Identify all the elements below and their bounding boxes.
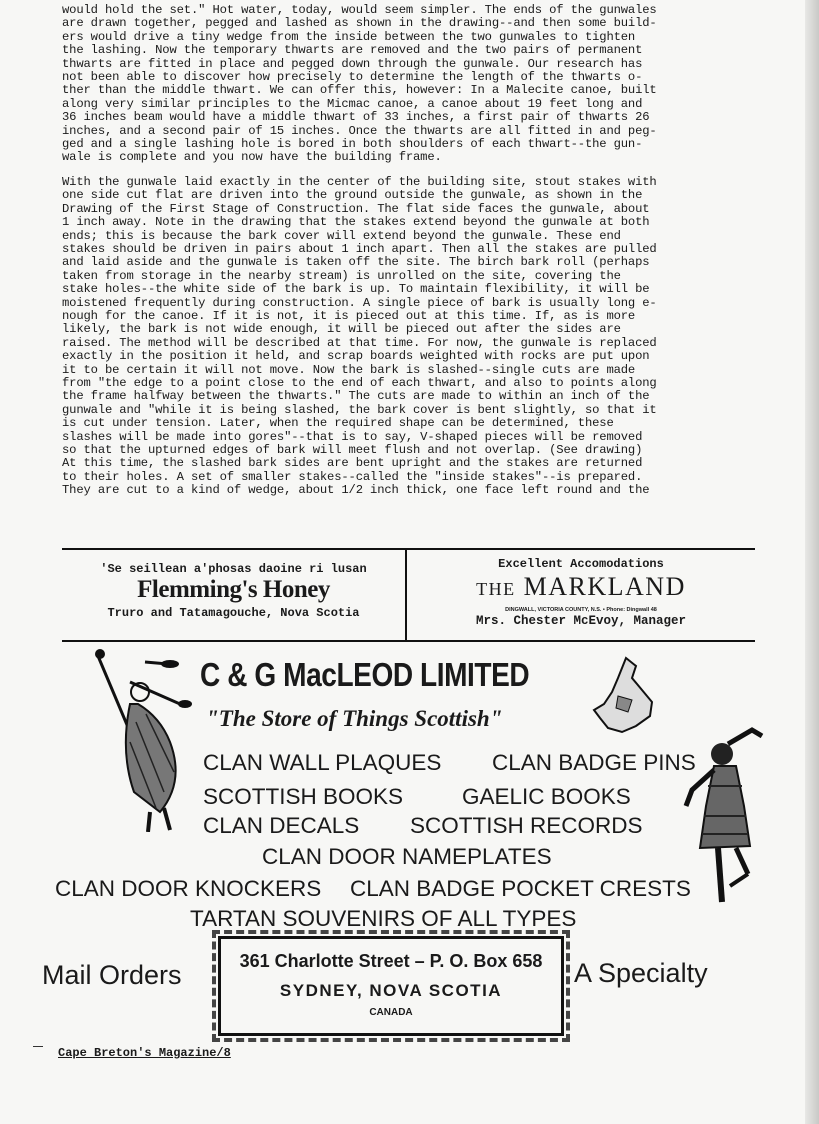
footer-dash — [33, 1046, 43, 1047]
bagpiper-illustration — [90, 642, 200, 832]
markland-tagline: Excellent Accomodations — [498, 557, 664, 571]
address-street: 361 Charlotte Street – P. O. Box 658 — [239, 951, 543, 971]
ad-line-clan-door-nameplates: CLAN DOOR NAMEPLATES — [262, 844, 552, 869]
ad-line-clan-badge-pins: CLAN BADGE PINS — [492, 750, 696, 775]
page-footer: Cape Breton's Magazine/8 — [58, 1046, 231, 1060]
markland-address: DINGWALL, VICTORIA COUNTY, N.S. • Phone: Dingwall 48 — [505, 607, 657, 613]
mail-orders-label: Mail Orders — [42, 960, 182, 990]
flemming-name: Flemming's Honey — [137, 576, 330, 603]
article-paragraph-2: With the gunwale laid exactly in the center of the building site, stout stakes with one side cut flat are driven into the ground outside the gunwale, as shown in the Drawing of the First Stage of Construction. The flat side faces the gunwale, about 1 inch away. Note in the drawing that the stakes extend beyond the gunwale at both ends; this is because the bark cover will extend beyond the gunwale. These end stakes should be driven in pairs about 1 inch apart. Then all the stakes are pulled and laid aside and the gunwale is taken off the site. The birch bark roll (perhaps taken from storage in the nearby stream) is unrolled on the site, covering the stake holes--the white side of the bark is up. To maintain flexibility, it will be moistened frequently during construction. A single piece of bark is usually long e- nough for the canoe. If it is not, it is pieced out at this time. If, as is more likely, the bark is not wide enough, it will be pieced out after the sides are raised. The method will be described at that time. For now, the gunwale is replaced exactly in the position it held, and scrap boards weighted with rocks are put upon it to be certain it will not move. Now the bark is slashed--single cuts are made from "the edge to a point close to the end of each thwart, and also to points along the frame halfway between the thwarts." The cuts are made to within an inch of the gunwale and "while it is being slashed, the bark cover is bent slightly, so that it is cut under tension. Later, when the required shape can be determined, these slashes will be made into gores"--that is to say, V-shaped pieces will be removed so that the upturned edges of bark will meet flush and not overlap. (See drawing) At this time, the slashed bark sides are bent upright and the stakes are returned to their holes. A set of smaller stakes--called the "inside stakes"--is prepared. They are cut to a kind of wedge, about 1/2 inch thick, one face left round and the — [62, 174, 657, 498]
macleod-slogan: "The Store of Things Scottish" — [206, 706, 503, 731]
ad-line-clan-wall-plaques: CLAN WALL PLAQUES — [203, 750, 442, 775]
highland-dancer-illustration — [678, 726, 778, 906]
macleod-name: C & G MacLEOD LIMITED — [200, 656, 530, 693]
ad-line-gaelic-books: GAELIC BOOKS — [462, 784, 631, 809]
ad-line-scottish-records: SCOTTISH RECORDS — [410, 813, 643, 838]
flemming-honey-ad — [62, 550, 407, 640]
ad-line-clan-badge-pocket-crests: CLAN BADGE POCKET CRESTS — [350, 876, 691, 901]
macleod-ad — [0, 640, 819, 1060]
ad-line-clan-decals: CLAN DECALS — [203, 813, 360, 838]
markland-manager: Mrs. Chester McEvoy, Manager — [475, 614, 687, 628]
address-country: CANADA — [369, 1007, 413, 1018]
address-city: SYDNEY, NOVA SCOTIA — [279, 981, 503, 1000]
a-specialty-label: A Specialty — [574, 958, 708, 988]
article-paragraph-1: would hold the set." Hot water, today, would seem simpler. The ends of the gunwales are drawn together, pegged and lashed as shown in the drawing--and then some build- ers would drive a tiny wedge from the inside between the two gunwales to tighten the lashing. Now the temporary thwarts are removed and the two pairs of permanent thwarts are fitted in place and pegged down through the gunwale. Our research has not been able to discover how precisely to determine the length of the thwarts o- ther than the middle thwart. We can offer this, however: In a Malecite canoe, built along very similar principles to the Micmac canoe, a canoe about 19 feet long and 36 inches beam would have a middle thwart of 33 inches, a first pair of thwarts 26 inches, and a second pair of 15 inches. Once the thwarts are all fitted in and peg- ged and a single lashing hole is bored in both shoulders of each thwart--the gun- wale is complete and you now have the building frame. — [62, 3, 657, 165]
markland-ad — [407, 550, 755, 640]
flemming-tagline: 'Se seillean a'phosas daoine ri lusan — [100, 562, 367, 576]
markland-name: the MARKLAND — [476, 572, 686, 601]
ad-line-clan-door-knockers: CLAN DOOR KNOCKERS — [55, 876, 322, 901]
flemming-place: Truro and Tatamagouche, Nova Scotia — [107, 606, 360, 620]
cape-breton-map-icon — [592, 656, 656, 736]
ad-line-tartan-souvenirs: TARTAN SOUVENIRS OF ALL TYPES — [190, 906, 577, 931]
address-box — [218, 936, 564, 1036]
ad-line-scottish-books: SCOTTISH BOOKS — [203, 784, 404, 809]
small-ads-row — [62, 548, 755, 642]
article-body — [62, 4, 754, 509]
